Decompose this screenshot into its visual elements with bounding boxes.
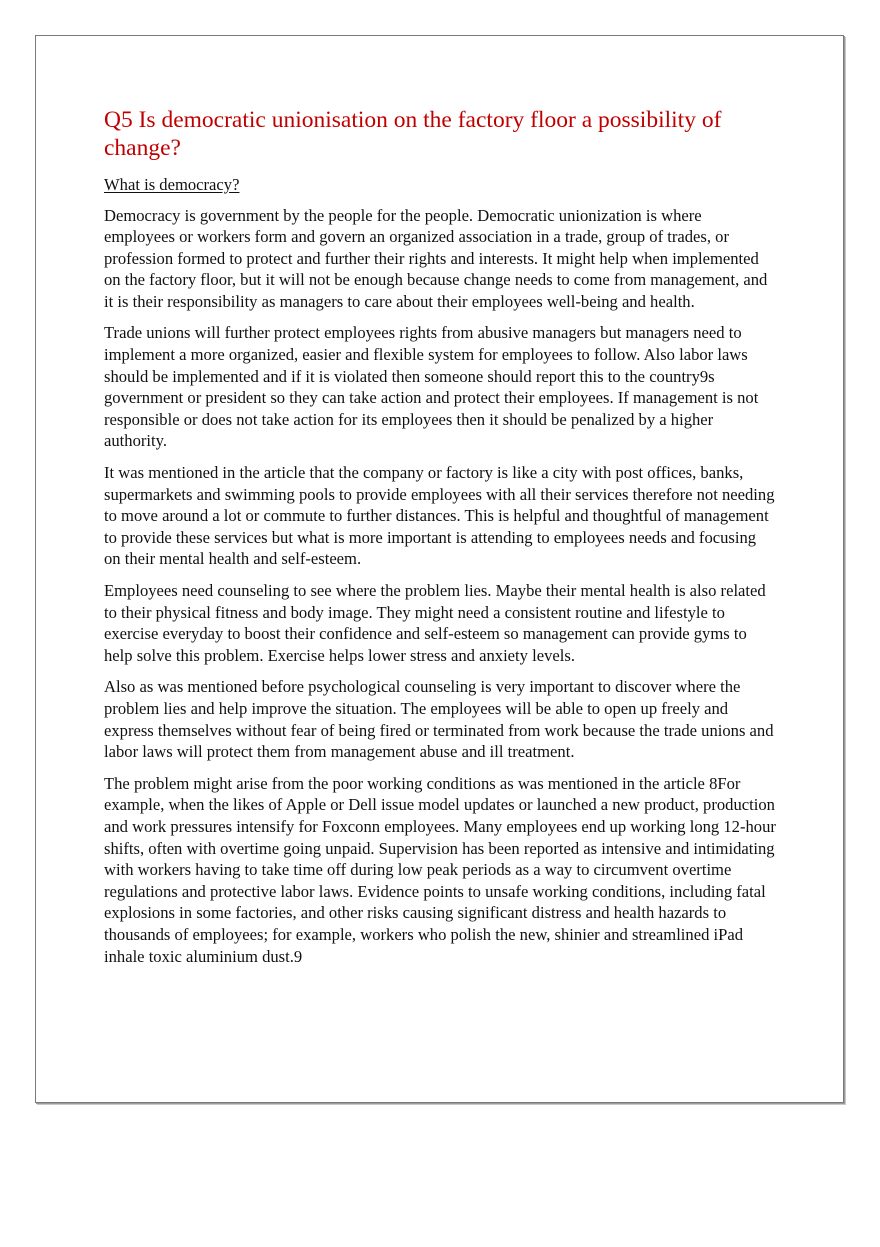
paragraph-6: The problem might arise from the poor working conditions as was mentioned in the article 8For example, when the likes of Apple or Dell issue model updates or launched a new product, production and work pressures intensify for Foxconn employees. Many employees end up working long 12-hour shifts, often with overtime going unpaid. Supervision has been reported as intensive and intimidating with workers having to take time off during low peak periods as a way to circumvent overtime regulations and protective labor laws. Evidence points to unsafe working conditions, including fatal explosions in some factories, and other risks causing significant distress and health hazards to thousands of employees; for example, workers who polish the new, shinier and streamlined iPad inhale toxic aluminium dust.9 <box>104 773 776 966</box>
page-title: Q5 Is democratic unionisation on the factory floor a possibility of change? <box>104 107 722 161</box>
subheading-text: What is democracy? <box>104 175 240 194</box>
paragraph-3: It was mentioned in the article that the company or factory is like a city with post offices, banks, supermarkets and swimming pools to provide employees with all their services therefore not needing to move around a lot or commute to further distances. This is helpful and thoughtful of management to provide these services but what is more important is attending to employees needs and focusing on their mental health and self-esteem. <box>104 463 775 569</box>
paragraph-4: Employees need counseling to see where the problem lies. Maybe their mental health is also related to their physical fitness and body image. They might need a consistent routine and lifestyle to exercise everyday to boost their confidence and self-esteem so management can provide gyms to help solve this problem. Exercise helps lower stress and anxiety levels. <box>104 581 766 665</box>
paragraph-5: Also as was mentioned before psychological counseling is very important to discover where the problem lies and help improve the situation. The employees will be able to open up freely and express themselves without fear of being fired or terminated from work because the trade unions and labor laws will protect them from management abuse and ill treatment. <box>104 677 774 762</box>
document-body <box>104 106 776 977</box>
paragraph-2: Trade unions will further protect employees rights from abusive managers but managers need to implement a more organized, easier and flexible system for employees to follow. Also labor laws should be implemented and if it is violated then someone should report this to the country9s government or president so they can take action and protect their employees. If management is not responsible or does not take action for its employees then it should be penalized by a higher authority. <box>104 323 759 451</box>
section-subheading <box>104 174 776 196</box>
paragraph-1: Democracy is government by the people for the people. Democratic unionization is where employees or workers form and govern an organized association in a trade, group of trades, or profession formed to protect and further their rights and interests. It might help when implemented on the factory floor, but it will not be enough because change needs to come from management, and it is their responsibility as managers to care about their employees well-being and health. <box>104 205 768 311</box>
